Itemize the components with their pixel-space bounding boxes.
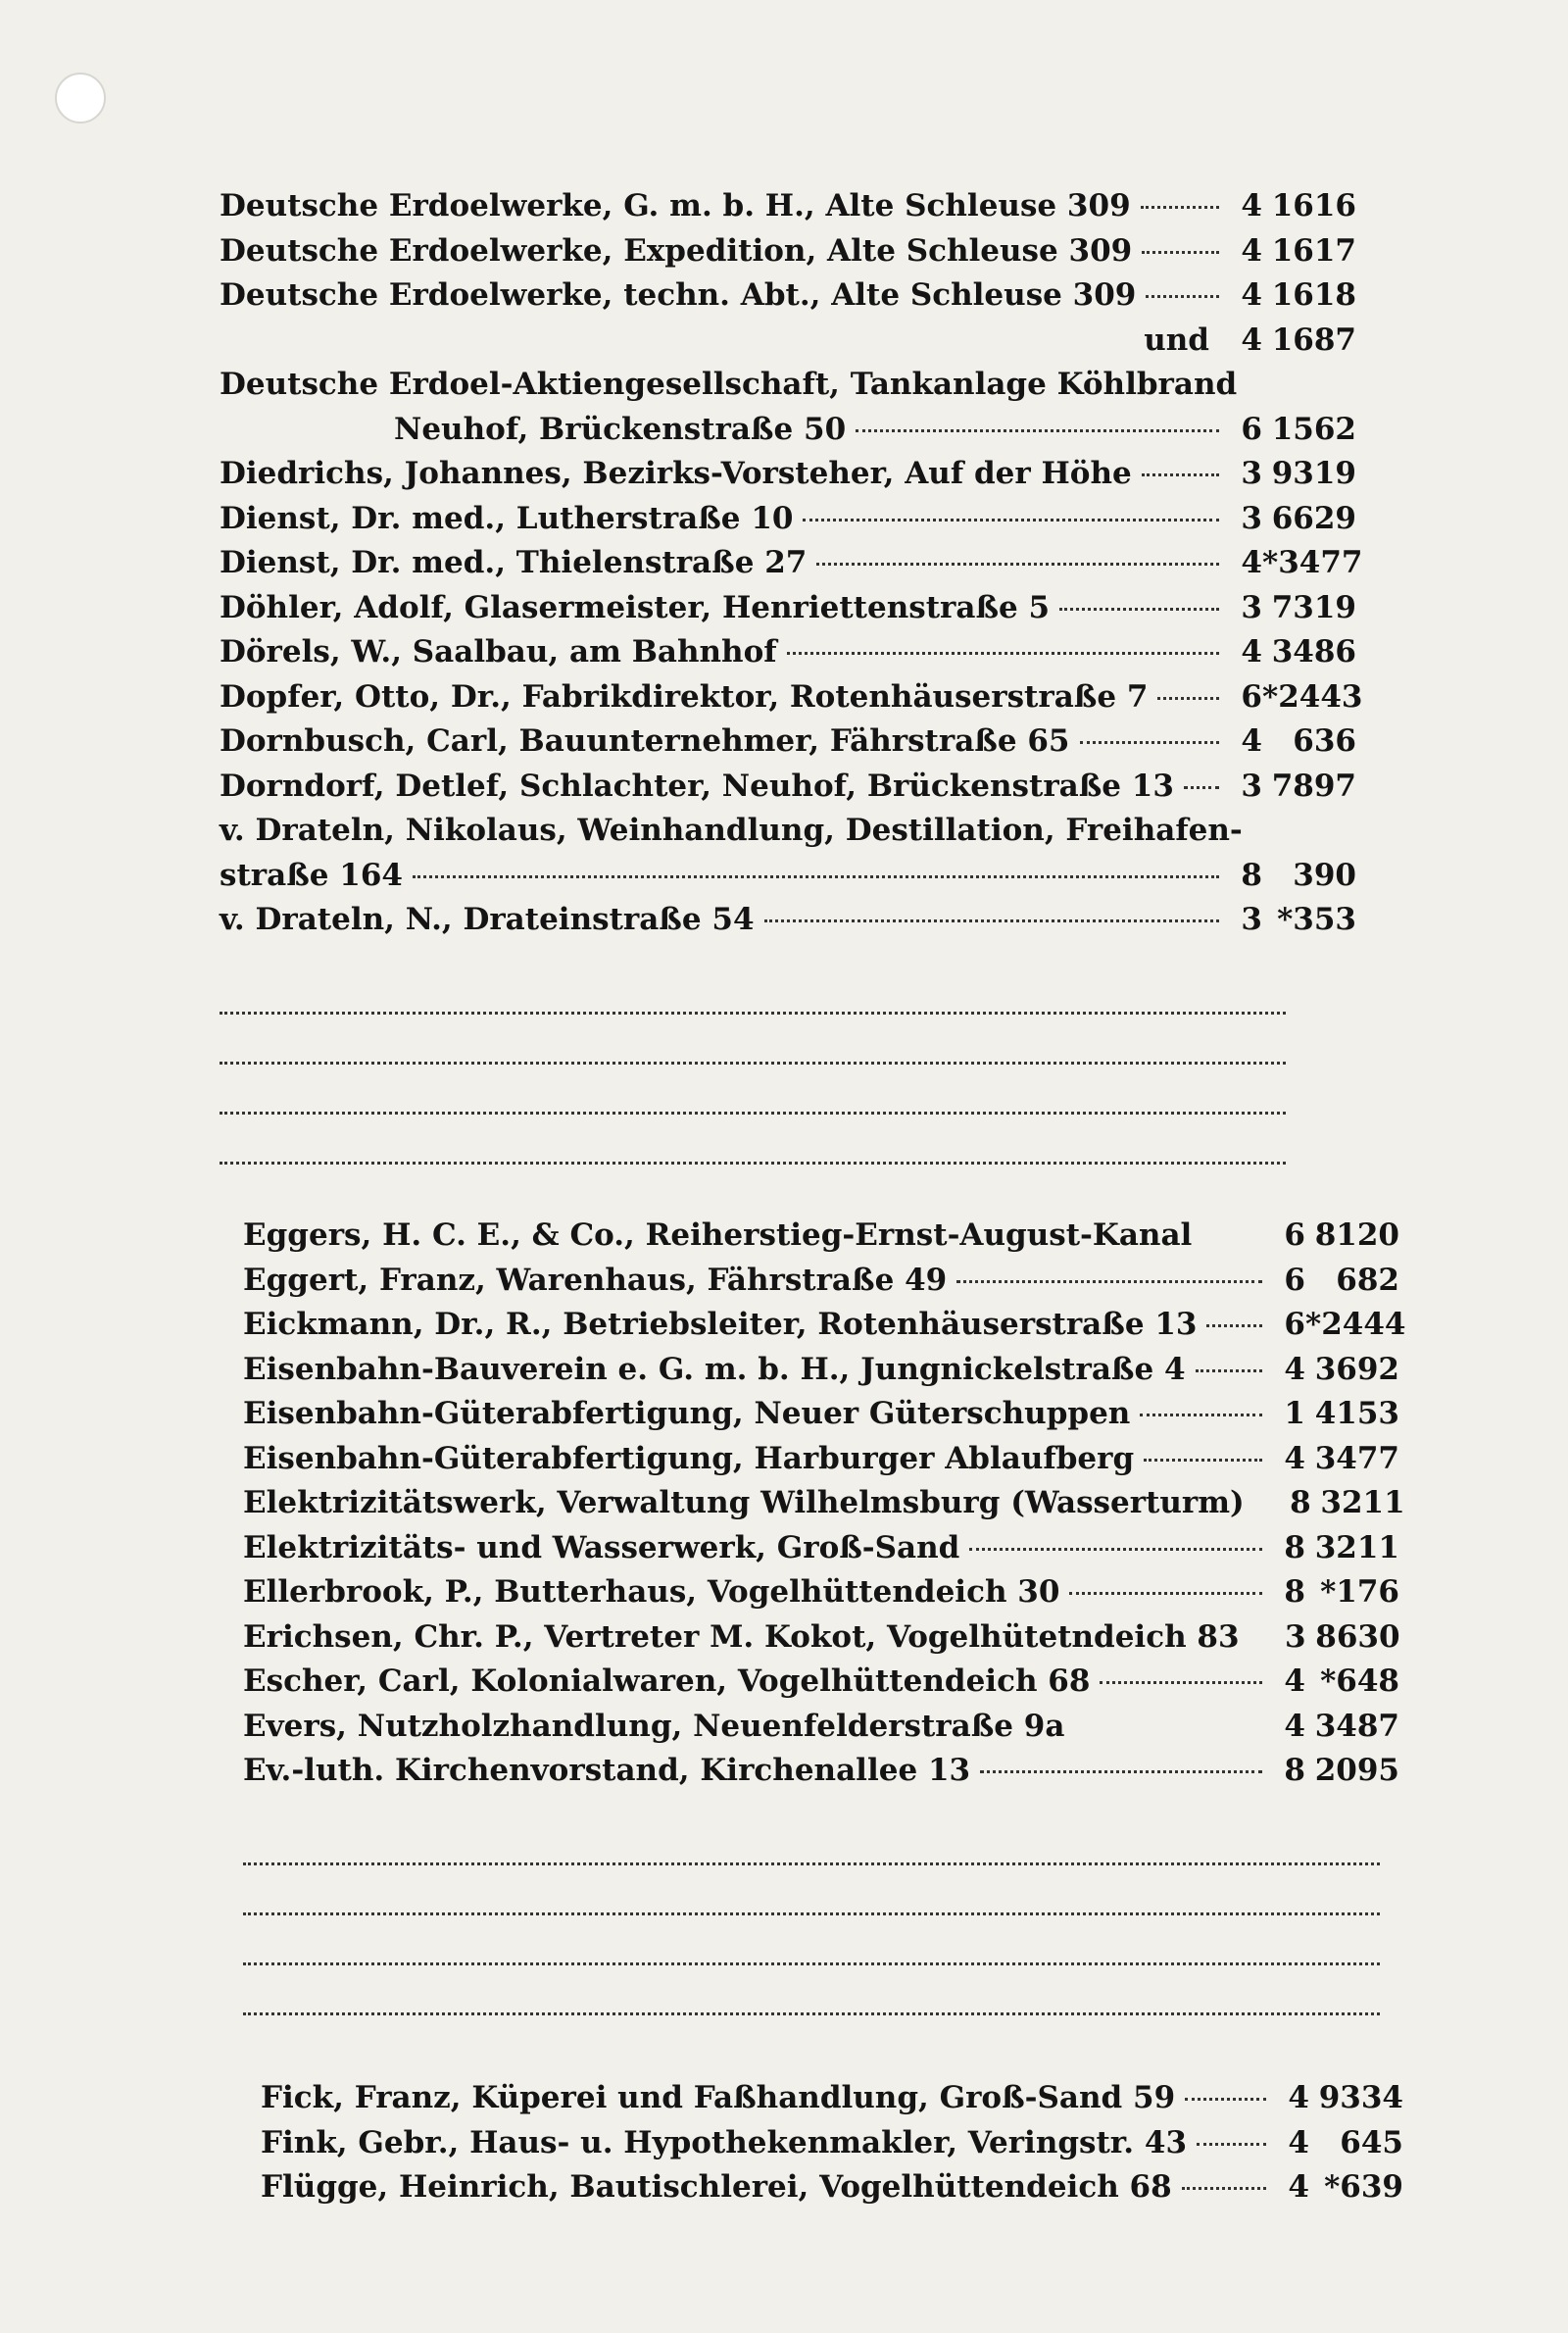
- phone-number: 1616: [1271, 188, 1356, 223]
- entry-text: Eisenbahn-Güterabfertigung, Harburger Ablaufberg: [243, 1440, 1135, 1476]
- phone-number: 682: [1336, 1262, 1399, 1298]
- blank-line: [243, 1915, 1380, 1965]
- entry-text: v. Drateln, N., Drateinstraße 54: [220, 902, 755, 937]
- list-item: [220, 723, 1356, 769]
- blank-line: [220, 1015, 1286, 1065]
- list-item: [220, 769, 1356, 814]
- exchange-number: 8: [1290, 1485, 1311, 1520]
- dot-leader: [1157, 697, 1219, 700]
- entry-text: Diedrichs, Johannes, Bezirks-Vorsteher, Auf der Höhe: [220, 456, 1132, 491]
- exchange-number: 4: [1241, 723, 1262, 759]
- phone-number: 1618: [1271, 277, 1356, 313]
- list-item: [220, 902, 1356, 947]
- exchange-number: 4: [1288, 2169, 1309, 2205]
- phone-number: *2444: [1305, 1307, 1406, 1342]
- entry-text: Ellerbrook, P., Butterhaus, Vogelhüttendeich 30: [243, 1574, 1060, 1610]
- entry-text: Escher, Carl, Kolonialwaren, Vogelhüttendeich 68: [243, 1663, 1091, 1699]
- entry-text: Dornbusch, Carl, Bauunternehmer, Fährstraße 65: [220, 723, 1070, 759]
- phone-number: 1617: [1271, 232, 1356, 269]
- exchange-number: 4: [1241, 322, 1262, 358]
- list-item: [261, 2169, 1403, 2214]
- exchange-number: 6: [1241, 678, 1262, 715]
- dot-leader: [969, 1548, 1262, 1551]
- exchange-number: 4: [1241, 545, 1262, 580]
- entry-text: Erichsen, Chr. P., Vertreter M. Kokot, Vogelhütetndeich 83: [243, 1618, 1240, 1655]
- exchange-number: 6: [1241, 411, 1262, 447]
- entry-text: Elektrizitätswerk, Verwaltung Wilhelmsburg (Wasserturm): [243, 1485, 1245, 1520]
- entry-text: Ev.-luth. Kirchenvorstand, Kirchenallee 13: [243, 1753, 971, 1788]
- dot-leader: [1100, 1681, 1262, 1684]
- exchange-number: 4: [1284, 1440, 1305, 1476]
- list-item: [243, 1574, 1399, 1619]
- list-item: [243, 1753, 1399, 1798]
- phone-number: 3487: [1314, 1708, 1399, 1744]
- exchange-number: 4: [1284, 1708, 1305, 1744]
- entry-text: Deutsche Erdoel-Aktiengesellschaft, Tankanlage Köhlbrand: [220, 367, 1238, 402]
- dot-leader: [1059, 608, 1219, 611]
- exchange-number: 8: [1284, 1574, 1305, 1610]
- exchange-number: 6: [1284, 1307, 1305, 1342]
- list-item: [243, 1263, 1399, 1308]
- entry-text: Evers, Nutzholzhandlung, Neuenfelderstraße 9a: [243, 1708, 1065, 1744]
- dot-leader: [1080, 741, 1220, 744]
- exchange-number: 1: [1284, 1396, 1305, 1431]
- exchange-number: 6: [1284, 1262, 1305, 1298]
- entry-text: Elektrizitäts- und Wasserwerk, Groß-Sand: [243, 1529, 960, 1565]
- exchange-number: 8: [1284, 1753, 1305, 1788]
- exchange-number: 3: [1284, 1618, 1306, 1655]
- phone-number: 645: [1340, 2124, 1403, 2160]
- list-item: [243, 1396, 1399, 1441]
- phone-number: 8120: [1314, 1217, 1399, 1253]
- list-item: [243, 1530, 1399, 1575]
- blank-line: [220, 1115, 1286, 1165]
- exchange-number: 4: [1288, 2124, 1309, 2160]
- exchange-number: 3: [1241, 768, 1262, 804]
- dot-leader: [856, 429, 1219, 432]
- list-item: [220, 678, 1363, 724]
- entry-text: Eickmann, Dr., R., Betriebsleiter, Rotenhäuserstraße 13: [243, 1307, 1198, 1342]
- section-d: [220, 188, 1363, 1165]
- entry-text: Dienst, Dr. med., Thielenstraße 27: [220, 545, 808, 580]
- phone-number: *176: [1320, 1574, 1399, 1610]
- phone-number: *3477: [1262, 545, 1363, 580]
- exchange-number: 3: [1241, 589, 1262, 625]
- blank-line: [243, 1965, 1380, 2015]
- dot-leader: [803, 519, 1219, 521]
- list-item: [243, 1441, 1399, 1486]
- entry-text: Fick, Franz, Küperei und Faßhandlung, Groß-Sand 59: [261, 2080, 1176, 2115]
- list-item: [220, 323, 1356, 368]
- entry-text: Eggers, H. C. E., & Co., Reiherstieg-Ernst-August-Kanal: [243, 1217, 1193, 1253]
- dot-leader: [1185, 2098, 1266, 2101]
- phone-number: *353: [1277, 902, 1356, 937]
- dot-leader: [1184, 786, 1219, 789]
- dot-leader: [980, 1770, 1262, 1773]
- blank-line: [243, 1815, 1380, 1865]
- phone-number: 3486: [1271, 634, 1356, 670]
- entry-text: Deutsche Erdoelwerke, Expedition, Alte Schleuse 309: [220, 232, 1133, 269]
- list-item-continuation: [220, 858, 1356, 903]
- dot-leader: [1146, 295, 1219, 298]
- dot-leader: [816, 563, 1219, 566]
- blank-line: [243, 1865, 1380, 1915]
- dot-leader: [1196, 1369, 1262, 1372]
- blank-line: [220, 965, 1286, 1015]
- phone-number: 3211: [1314, 1529, 1399, 1565]
- dot-leader: [1197, 2143, 1266, 2146]
- list-item: [243, 1307, 1406, 1352]
- list-item: [243, 1709, 1399, 1754]
- entry-text: Deutsche Erdoelwerke, techn. Abt., Alte Schleuse 309: [220, 277, 1137, 313]
- list-item: [243, 1485, 1405, 1530]
- list-item: [261, 2080, 1403, 2125]
- phone-number: *648: [1320, 1663, 1399, 1699]
- entry-text: straße 164: [220, 857, 403, 893]
- entry-text: Dienst, Dr. med., Lutherstraße 10: [220, 500, 794, 536]
- phone-number: *639: [1324, 2169, 1403, 2205]
- blank-entry-lines: [220, 965, 1356, 1165]
- phone-number: *2443: [1262, 678, 1363, 715]
- entry-text: Döhler, Adolf, Glasermeister, Henriettenstraße 5: [220, 589, 1051, 625]
- list-item-continuation: [220, 412, 1356, 457]
- list-item: [220, 634, 1356, 679]
- exchange-number: 3: [1241, 456, 1262, 491]
- section-f: [261, 2080, 1403, 2214]
- list-item: [243, 1352, 1399, 1397]
- exchange-number: 3: [1241, 902, 1262, 937]
- dot-leader: [1140, 1414, 1262, 1416]
- entry-prefix: und: [1144, 322, 1209, 358]
- phone-number: 4153: [1314, 1396, 1399, 1431]
- dot-leader: [764, 919, 1219, 922]
- dot-leader: [1142, 251, 1219, 254]
- entry-text: Fink, Gebr., Haus- u. Hypothekenmakler, Veringstr. 43: [261, 2124, 1188, 2160]
- phone-number: 6629: [1271, 500, 1356, 536]
- exchange-number: 4: [1241, 634, 1262, 670]
- list-item: [243, 1663, 1399, 1709]
- exchange-number: 4: [1241, 188, 1262, 223]
- dot-leader: [413, 875, 1219, 878]
- dot-leader: [1206, 1324, 1262, 1327]
- phone-number: 7897: [1271, 768, 1356, 804]
- phone-number: 1687: [1271, 322, 1356, 358]
- list-item: [220, 590, 1356, 635]
- entry-text: Eisenbahn-Bauverein e. G. m. b. H., Jungnickelstraße 4: [243, 1351, 1186, 1387]
- entry-text: Neuhof, Brückenstraße 50: [394, 411, 847, 447]
- list-item: [243, 1217, 1399, 1263]
- list-item: [220, 367, 1356, 412]
- exchange-number: 4: [1241, 277, 1262, 313]
- exchange-number: 3: [1241, 500, 1262, 536]
- list-item: [261, 2125, 1403, 2170]
- entry-text: Dorndorf, Detlef, Schlachter, Neuhof, Brückenstraße 13: [220, 768, 1174, 804]
- list-item: [220, 188, 1356, 233]
- phone-number: 8630: [1315, 1618, 1400, 1655]
- entry-text: Eisenbahn-Güterabfertigung, Neuer Güterschuppen: [243, 1396, 1131, 1431]
- exchange-number: 6: [1284, 1217, 1305, 1253]
- blank-line: [220, 1065, 1286, 1115]
- section-e: [243, 1217, 1406, 2015]
- exchange-number: 4: [1284, 1351, 1305, 1387]
- dot-leader: [956, 1280, 1262, 1283]
- entry-text: Dörels, W., Saalbau, am Bahnhof: [220, 634, 777, 670]
- phone-number: 7319: [1271, 589, 1356, 625]
- list-item: [243, 1619, 1399, 1664]
- phone-number: 1562: [1271, 411, 1356, 447]
- phone-number: 9334: [1318, 2080, 1403, 2115]
- exchange-number: 8: [1284, 1529, 1305, 1565]
- entry-text: Dopfer, Otto, Dr., Fabrikdirektor, Rotenhäuserstraße 7: [220, 678, 1149, 715]
- exchange-number: 4: [1241, 232, 1262, 269]
- entry-text: Flügge, Heinrich, Bautischlerei, Vogelhüttendeich 68: [261, 2169, 1172, 2205]
- entry-text: v. Drateln, Nikolaus, Weinhandlung, Destillation, Freihafen-: [220, 813, 1243, 848]
- list-item: [220, 813, 1356, 858]
- exchange-number: 8: [1241, 857, 1262, 893]
- dot-leader: [1144, 1459, 1262, 1462]
- phone-number: 3211: [1320, 1485, 1405, 1520]
- dot-leader: [1141, 206, 1219, 209]
- entry-text: Eggert, Franz, Warenhaus, Fährstraße 49: [243, 1262, 948, 1298]
- phone-number: 9319: [1271, 456, 1356, 491]
- punch-hole: [55, 73, 106, 124]
- exchange-number: 4: [1284, 1663, 1305, 1699]
- list-item: [220, 501, 1356, 546]
- entry-text: Deutsche Erdoelwerke, G. m. b. H., Alte Schleuse 309: [220, 188, 1131, 223]
- list-item: [220, 456, 1356, 501]
- dot-leader: [1069, 1592, 1262, 1595]
- dot-leader: [1142, 473, 1219, 476]
- phone-number: 3477: [1314, 1440, 1399, 1476]
- list-item: [220, 545, 1363, 590]
- blank-entry-lines: [243, 1815, 1399, 2015]
- exchange-number: 4: [1288, 2080, 1309, 2115]
- phone-number: 3692: [1314, 1351, 1399, 1387]
- dot-leader: [1182, 2187, 1266, 2190]
- phone-number: 636: [1293, 723, 1356, 759]
- phone-number: 390: [1293, 857, 1356, 893]
- dot-leader: [787, 652, 1219, 655]
- list-item: [220, 233, 1356, 278]
- phone-number: 2095: [1314, 1753, 1399, 1788]
- list-item: [220, 277, 1356, 323]
